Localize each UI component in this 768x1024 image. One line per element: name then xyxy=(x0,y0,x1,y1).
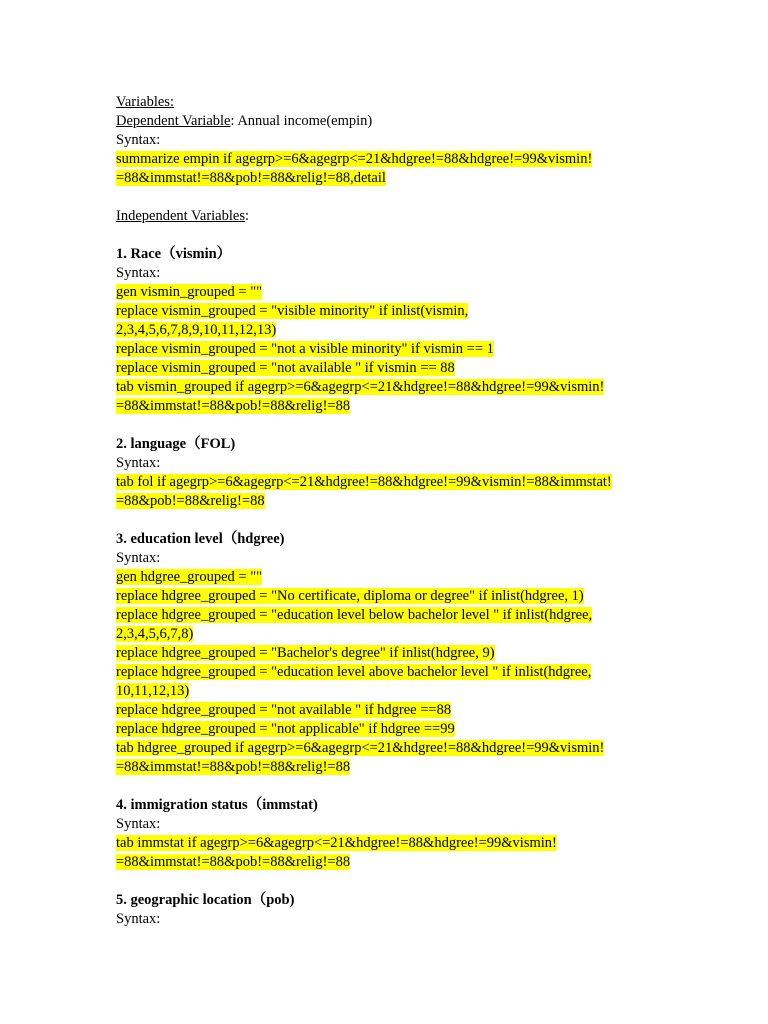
independent-variable-sections xyxy=(116,226,656,929)
code-text: =88&pob!=88&relig!=88 xyxy=(116,493,265,509)
code-text: replace hdgree_grouped = "education level above bachelor level " if inlist(hdgree, xyxy=(116,664,592,680)
section-heading: 3. education level（hdgree) xyxy=(116,531,285,547)
blank-line xyxy=(116,777,656,796)
code-line xyxy=(116,625,656,644)
code-line xyxy=(116,302,656,321)
independent-variables-colon: : xyxy=(244,208,250,224)
code-text: =88&immstat!=88&pob!=88&relig!=88 xyxy=(116,398,351,414)
code-line xyxy=(116,568,656,587)
section-heading: 1. Race（vismin） xyxy=(116,246,232,262)
variables-heading: Variables: xyxy=(116,94,174,110)
code-text: replace vismin_grouped = "not a visible minority" if vismin == 1 xyxy=(116,341,494,357)
code-line xyxy=(116,606,656,625)
syntax-label: Syntax: xyxy=(116,550,161,566)
code-line xyxy=(116,701,656,720)
code-line xyxy=(116,834,656,853)
code-line xyxy=(116,644,656,663)
code-text: tab hdgree_grouped if agegrp>=6&agegrp<=21&hdgree!=88&hdgree!=99&vismin! xyxy=(116,740,605,756)
code-line xyxy=(116,397,656,416)
code-text: replace vismin_grouped = "not available " if vismin == 88 xyxy=(116,360,455,376)
code-line xyxy=(116,739,656,758)
code-text: replace hdgree_grouped = "No certificate, diploma or degree" if inlist(hdgree, 1) xyxy=(116,588,584,604)
blank-line xyxy=(116,416,656,435)
code-text: replace hdgree_grouped = "not available " if hdgree ==88 xyxy=(116,702,452,718)
code-text: =88&immstat!=88&pob!=88&relig!=88,detail xyxy=(116,170,386,186)
dependent-variable-description: : Annual income(empin) xyxy=(230,113,373,129)
blank-line xyxy=(116,226,656,245)
code-line xyxy=(116,473,656,492)
section-heading: 2. language（FOL) xyxy=(116,436,236,452)
code-line xyxy=(116,169,656,188)
code-text: tab fol if agegrp>=6&agegrp<=21&hdgree!=88&hdgree!=99&vismin!=88&immstat! xyxy=(116,474,612,490)
code-line xyxy=(116,720,656,739)
dependent-variable-line xyxy=(116,112,656,131)
code-text: 10,11,12,13) xyxy=(116,683,190,699)
independent-variables-label: Independent Variables xyxy=(116,208,245,224)
code-line xyxy=(116,340,656,359)
code-text: 2,3,4,5,6,7,8) xyxy=(116,626,194,642)
code-line xyxy=(116,663,656,682)
code-text: 2,3,4,5,6,7,8,9,10,11,12,13) xyxy=(116,322,277,338)
code-text: =88&immstat!=88&pob!=88&relig!=88 xyxy=(116,759,351,775)
code-text: tab immstat if agegrp>=6&agegrp<=21&hdgree!=88&hdgree!=99&vismin! xyxy=(116,835,557,851)
code-line xyxy=(116,283,656,302)
document-page xyxy=(116,93,656,929)
code-line xyxy=(116,587,656,606)
code-line xyxy=(116,492,656,511)
code-text: replace hdgree_grouped = "education level below bachelor level " if inlist(hdgree, xyxy=(116,607,593,623)
code-text: =88&immstat!=88&pob!=88&relig!=88 xyxy=(116,854,351,870)
code-text: replace hdgree_grouped = "Bachelor's degree" if inlist(hdgree, 9) xyxy=(116,645,495,661)
syntax-label: Syntax: xyxy=(116,132,161,148)
syntax-label: Syntax: xyxy=(116,911,161,927)
code-text: replace hdgree_grouped = "not applicable" if hdgree ==99 xyxy=(116,721,455,737)
code-line xyxy=(116,853,656,872)
section-heading: 5. geographic location（pob) xyxy=(116,892,295,908)
section-heading: 4. immigration status（immstat) xyxy=(116,797,318,813)
code-line xyxy=(116,359,656,378)
dependent-variable-label: Dependent Variable xyxy=(116,113,231,129)
blank-line xyxy=(116,188,656,207)
code-line xyxy=(116,150,656,169)
syntax-label: Syntax: xyxy=(116,455,161,471)
blank-line xyxy=(116,872,656,891)
code-line xyxy=(116,758,656,777)
syntax-label: Syntax: xyxy=(116,265,161,281)
code-text: gen vismin_grouped = "" xyxy=(116,284,263,300)
code-text: replace vismin_grouped = "visible minority" if inlist(vismin, xyxy=(116,303,469,319)
independent-variables-line xyxy=(116,207,656,226)
code-text: tab vismin_grouped if agegrp>=6&agegrp<=21&hdgree!=88&hdgree!=99&vismin! xyxy=(116,379,605,395)
code-text: summarize empin if agegrp>=6&agegrp<=21&hdgree!=88&hdgree!=99&vismin! xyxy=(116,151,593,167)
code-text: gen hdgree_grouped = "" xyxy=(116,569,263,585)
blank-line xyxy=(116,511,656,530)
code-line xyxy=(116,321,656,340)
syntax-label: Syntax: xyxy=(116,816,161,832)
code-line xyxy=(116,378,656,397)
code-line xyxy=(116,682,656,701)
